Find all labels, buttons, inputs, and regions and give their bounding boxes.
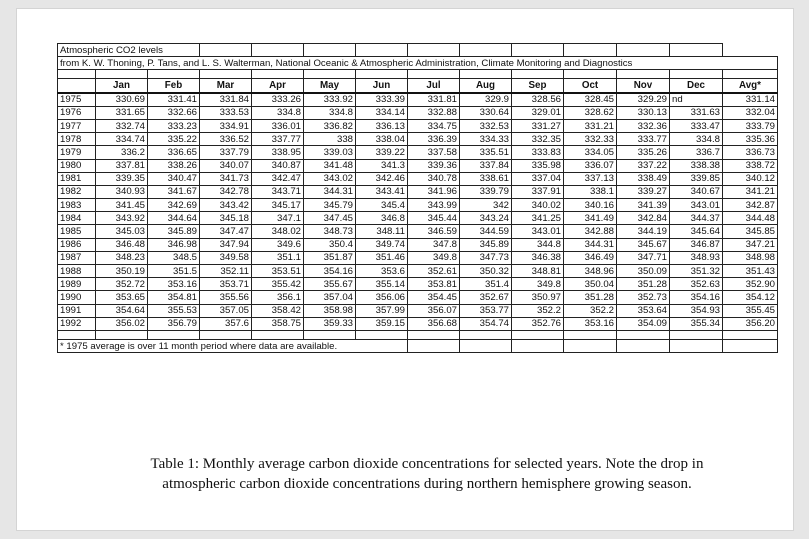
column-header: Feb [148, 79, 200, 93]
table-cell: 347.8 [408, 238, 460, 251]
table-cell: 345.03 [96, 225, 148, 238]
table-cell: 356.20 [723, 317, 778, 330]
table-cell: 342.87 [723, 199, 778, 212]
table-cell: 334.14 [356, 106, 408, 119]
table-row [58, 278, 778, 291]
table-cell: 340.02 [512, 199, 564, 212]
table-cell: 345.89 [460, 238, 512, 251]
table-cell: 342.78 [200, 185, 252, 198]
table-cell: 340.12 [723, 172, 778, 185]
table-cell: 356.68 [408, 317, 460, 330]
table-cell: 340.07 [200, 159, 252, 172]
row-year: 1985 [58, 225, 96, 238]
table-cell: 345.17 [252, 199, 304, 212]
row-year: 1980 [58, 159, 96, 172]
table-row [58, 172, 778, 185]
table-row [58, 106, 778, 119]
source-row [58, 57, 778, 70]
table-cell: 331.21 [564, 119, 617, 132]
table-cell: 334.05 [564, 146, 617, 159]
table-cell: 347.47 [200, 225, 252, 238]
table-cell: 348.81 [512, 265, 564, 278]
table-cell: 350.32 [460, 265, 512, 278]
table-cell: 339.27 [617, 185, 670, 198]
table-cell: 352.11 [200, 265, 252, 278]
table-cell: 337.04 [512, 172, 564, 185]
table-cell: 347.1 [252, 212, 304, 225]
table-row [58, 146, 778, 159]
table-cell: 341.25 [512, 212, 564, 225]
table-cell: 329.29 [617, 93, 670, 107]
table-cell: 338.38 [670, 159, 723, 172]
table-cell: 343.01 [512, 225, 564, 238]
table-cell: 345.64 [670, 225, 723, 238]
table-row [58, 199, 778, 212]
table-cell: 348.73 [304, 225, 356, 238]
column-header: Aug [460, 79, 512, 93]
table-cell: 333.47 [670, 119, 723, 132]
column-header: Mar [200, 79, 252, 93]
table-cell: 346.49 [564, 251, 617, 264]
row-year: 1975 [58, 93, 96, 107]
table-cell: 330.69 [96, 93, 148, 107]
table-cell: 338.72 [723, 159, 778, 172]
table-cell: 348.98 [723, 251, 778, 264]
table-cell: nd [670, 93, 723, 107]
table-row [58, 265, 778, 278]
table-cell: 352.2 [564, 304, 617, 317]
table-cell: 338.49 [617, 172, 670, 185]
table-cell: 348.96 [564, 265, 617, 278]
table-cell: 335.22 [148, 133, 200, 146]
row-year: 1988 [58, 265, 96, 278]
table-cell: 345.89 [148, 225, 200, 238]
table-cell: 341.73 [200, 172, 252, 185]
table-cell: 351.4 [460, 278, 512, 291]
column-header: Nov [617, 79, 670, 93]
row-year: 1982 [58, 185, 96, 198]
table-cell: 349.8 [408, 251, 460, 264]
table-row [58, 133, 778, 146]
table-cell: 331.27 [512, 119, 564, 132]
table-cell: 337.81 [96, 159, 148, 172]
spacer-row [58, 330, 778, 339]
table-cell: 336.7 [670, 146, 723, 159]
table-cell: 343.92 [96, 212, 148, 225]
table-cell: 344.31 [304, 185, 356, 198]
table-cell: 355.14 [356, 278, 408, 291]
table-row [58, 251, 778, 264]
table-cell: 351.28 [564, 291, 617, 304]
column-header: Dec [670, 79, 723, 93]
table-cell: 333.23 [148, 119, 200, 132]
row-year: 1976 [58, 106, 96, 119]
table-cell: 328.56 [512, 93, 564, 107]
table-cell: 340.16 [564, 199, 617, 212]
table-cell: 351.1 [252, 251, 304, 264]
table-cell: 350.19 [96, 265, 148, 278]
table-cell: 340.67 [670, 185, 723, 198]
table-cell: 355.67 [304, 278, 356, 291]
table-cell: 339.35 [96, 172, 148, 185]
row-year: 1990 [58, 291, 96, 304]
table-cell: 358.42 [252, 304, 304, 317]
table-cell: 334.75 [408, 119, 460, 132]
table-row [58, 159, 778, 172]
table-cell: 349.58 [200, 251, 252, 264]
table-cell: 354.81 [148, 291, 200, 304]
table-cell: 353.77 [460, 304, 512, 317]
table-cell: 332.53 [460, 119, 512, 132]
table-row [58, 212, 778, 225]
table-cell: 337.58 [408, 146, 460, 159]
table-cell: 352.2 [512, 304, 564, 317]
table-cell: 333.83 [512, 146, 564, 159]
table-cell: 332.33 [564, 133, 617, 146]
table-cell: 338.95 [252, 146, 304, 159]
table-cell: 353.6 [356, 265, 408, 278]
table-cell: 354.16 [304, 265, 356, 278]
table-cell: 333.92 [304, 93, 356, 107]
table-cell: 347.21 [723, 238, 778, 251]
column-header: Sep [512, 79, 564, 93]
column-header: Jul [408, 79, 460, 93]
table-cell: 346.8 [356, 212, 408, 225]
row-year: 1986 [58, 238, 96, 251]
table-cell: 346.98 [148, 238, 200, 251]
table-cell: 351.46 [356, 251, 408, 264]
table-cell: 353.16 [148, 278, 200, 291]
table-cell: 351.5 [148, 265, 200, 278]
table-cell: 334.8 [252, 106, 304, 119]
table-cell: 339.36 [408, 159, 460, 172]
table-cell: 334.91 [200, 119, 252, 132]
table-cell: 351.28 [617, 278, 670, 291]
table-cell: 344.48 [723, 212, 778, 225]
table-cell: 331.84 [200, 93, 252, 107]
table-cell: 336.52 [200, 133, 252, 146]
table-caption: Table 1: Monthly average carbon dioxide concentrations for selected years. Note the drop in atmospheric carbon dioxide concentrations during northern hemisphere growing season. [150, 456, 704, 492]
table-cell: 341.49 [564, 212, 617, 225]
row-year: 1983 [58, 199, 96, 212]
table-cell: 343.41 [356, 185, 408, 198]
table-cell: 347.45 [304, 212, 356, 225]
table-cell: 349.6 [252, 238, 304, 251]
table-cell: 357.04 [304, 291, 356, 304]
table-cell: 334.74 [96, 133, 148, 146]
table-cell: 336.65 [148, 146, 200, 159]
row-year: 1989 [58, 278, 96, 291]
table-cell: 356.07 [408, 304, 460, 317]
table-cell: 352.90 [723, 278, 778, 291]
table-cell: 340.87 [252, 159, 304, 172]
table-cell: 353.51 [252, 265, 304, 278]
table-cell: 353.64 [617, 304, 670, 317]
table-cell: 334.8 [670, 133, 723, 146]
table-cell: 332.35 [512, 133, 564, 146]
table-cell: 329.9 [460, 93, 512, 107]
table-cell: 342.47 [252, 172, 304, 185]
table-cell: 352.73 [617, 291, 670, 304]
table-cell: 352.72 [96, 278, 148, 291]
table-cell: 355.53 [148, 304, 200, 317]
table-cell: 343.42 [200, 199, 252, 212]
table-cell: 353.71 [200, 278, 252, 291]
table-cell: 349.8 [512, 278, 564, 291]
table-cell: 355.45 [723, 304, 778, 317]
table-row [58, 185, 778, 198]
table-cell: 352.76 [512, 317, 564, 330]
row-year: 1984 [58, 212, 96, 225]
table-cell: 333.79 [723, 119, 778, 132]
table-cell: 339.79 [460, 185, 512, 198]
table-cell: 331.81 [408, 93, 460, 107]
table-cell: 343.71 [252, 185, 304, 198]
row-year: 1978 [58, 133, 96, 146]
table-cell: 343.24 [460, 212, 512, 225]
table-cell: 333.39 [356, 93, 408, 107]
table-cell: 359.33 [304, 317, 356, 330]
table-cell: 345.44 [408, 212, 460, 225]
table-cell: 333.53 [200, 106, 252, 119]
table-cell: 353.81 [408, 278, 460, 291]
title-row [58, 44, 778, 57]
table-cell: 334.8 [304, 106, 356, 119]
column-header: Oct [564, 79, 617, 93]
table-cell: 331.41 [148, 93, 200, 107]
table-cell: 352.63 [670, 278, 723, 291]
table-cell: 342.46 [356, 172, 408, 185]
table-cell: 342.84 [617, 212, 670, 225]
table-cell: 350.04 [564, 278, 617, 291]
table-cell: 357.05 [200, 304, 252, 317]
table-cell: 331.14 [723, 93, 778, 107]
table-cell: 345.85 [723, 225, 778, 238]
table-cell: 354.93 [670, 304, 723, 317]
table-cell: 344.31 [564, 238, 617, 251]
table-cell: 341.67 [148, 185, 200, 198]
table-cell: 352.67 [460, 291, 512, 304]
table-cell: 330.64 [460, 106, 512, 119]
table-cell: 354.16 [670, 291, 723, 304]
table-cell: 335.26 [617, 146, 670, 159]
header-row [58, 79, 778, 93]
table-cell: 348.23 [96, 251, 148, 264]
table-cell: 346.38 [512, 251, 564, 264]
table-cell: 330.13 [617, 106, 670, 119]
table-cell: 339.03 [304, 146, 356, 159]
table-cell: 359.15 [356, 317, 408, 330]
table-title: Atmospheric CO2 levels [58, 44, 200, 57]
table-cell: 337.79 [200, 146, 252, 159]
table-cell: 342.69 [148, 199, 200, 212]
table-cell: 341.3 [356, 159, 408, 172]
table-cell: 345.4 [356, 199, 408, 212]
table-cell: 350.4 [304, 238, 356, 251]
column-header: Jan [96, 79, 148, 93]
table-cell: 356.79 [148, 317, 200, 330]
table-cell: 338.26 [148, 159, 200, 172]
table-cell: 356.1 [252, 291, 304, 304]
document-page [16, 8, 794, 531]
table-cell: 336.82 [304, 119, 356, 132]
table-cell: 344.64 [148, 212, 200, 225]
table-cell: 347.73 [460, 251, 512, 264]
row-year: 1992 [58, 317, 96, 330]
table-cell: 331.65 [96, 106, 148, 119]
table-cell: 341.21 [723, 185, 778, 198]
table-cell: 348.5 [148, 251, 200, 264]
table-cell: 346.59 [408, 225, 460, 238]
table-cell: 335.98 [512, 159, 564, 172]
table-cell: 348.11 [356, 225, 408, 238]
table-cell: 343.02 [304, 172, 356, 185]
table-cell: 332.88 [408, 106, 460, 119]
table-cell: 344.8 [512, 238, 564, 251]
table-cell: 356.02 [96, 317, 148, 330]
table-cell: 351.87 [304, 251, 356, 264]
table-row [58, 304, 778, 317]
table-cell: 337.22 [617, 159, 670, 172]
column-header: Apr [252, 79, 304, 93]
table-cell: 343.01 [670, 199, 723, 212]
table-cell: 331.63 [670, 106, 723, 119]
table-cell: 340.93 [96, 185, 148, 198]
table-cell: 355.34 [670, 317, 723, 330]
table-cell: 332.74 [96, 119, 148, 132]
table-cell: 337.77 [252, 133, 304, 146]
table-row [58, 119, 778, 132]
table-cell: 347.71 [617, 251, 670, 264]
table-cell: 334.33 [460, 133, 512, 146]
table-cell: 339.22 [356, 146, 408, 159]
spacer-row [58, 70, 778, 79]
table-cell: 346.48 [96, 238, 148, 251]
table-footnote: * 1975 average is over 11 month period where data are available. [58, 339, 408, 352]
table-cell: 347.94 [200, 238, 252, 251]
table-cell: 338.61 [460, 172, 512, 185]
table-row [58, 291, 778, 304]
table-row [58, 225, 778, 238]
table-cell: 355.42 [252, 278, 304, 291]
table-cell: 348.93 [670, 251, 723, 264]
row-year: 1991 [58, 304, 96, 317]
table-cell: 341.39 [617, 199, 670, 212]
table-cell: 337.91 [512, 185, 564, 198]
table-cell: 357.6 [200, 317, 252, 330]
table-cell: 336.73 [723, 146, 778, 159]
table-cell: 358.98 [304, 304, 356, 317]
table-cell: 333.26 [252, 93, 304, 107]
table-cell: 344.37 [670, 212, 723, 225]
table-cell: 354.45 [408, 291, 460, 304]
header-corner [58, 79, 96, 93]
table-cell: 328.62 [564, 106, 617, 119]
table-cell: 337.84 [460, 159, 512, 172]
table-cell: 349.74 [356, 238, 408, 251]
table-cell: 336.39 [408, 133, 460, 146]
table-cell: 332.66 [148, 106, 200, 119]
column-header: May [304, 79, 356, 93]
table-cell: 335.36 [723, 133, 778, 146]
table-cell: 336.2 [96, 146, 148, 159]
column-header: Jun [356, 79, 408, 93]
table-cell: 341.96 [408, 185, 460, 198]
table-cell: 356.06 [356, 291, 408, 304]
table-cell: 340.47 [148, 172, 200, 185]
table-cell: 353.16 [564, 317, 617, 330]
row-year: 1977 [58, 119, 96, 132]
table-cell: 341.48 [304, 159, 356, 172]
table-cell: 336.01 [252, 119, 304, 132]
table-cell: 340.78 [408, 172, 460, 185]
table-cell: 354.74 [460, 317, 512, 330]
table-source: from K. W. Thoning, P. Tans, and L. S. Walterman, National Oceanic & Atmospheric Administration, Climate Monitoring and Diagnostics [58, 57, 778, 70]
row-year: 1979 [58, 146, 96, 159]
table-cell: 351.43 [723, 265, 778, 278]
table-cell: 344.59 [460, 225, 512, 238]
table-cell: 342 [460, 199, 512, 212]
table-cell: 354.64 [96, 304, 148, 317]
table-row [58, 238, 778, 251]
table-cell: 338 [304, 133, 356, 146]
table-row [58, 93, 778, 107]
table-cell: 337.13 [564, 172, 617, 185]
table-row [58, 317, 778, 330]
table-cell: 350.09 [617, 265, 670, 278]
table-cell: 346.87 [670, 238, 723, 251]
table-cell: 329.01 [512, 106, 564, 119]
table-cell: 352.61 [408, 265, 460, 278]
table-cell: 345.67 [617, 238, 670, 251]
table-cell: 351.32 [670, 265, 723, 278]
table-cell: 343.99 [408, 199, 460, 212]
table-cell: 348.02 [252, 225, 304, 238]
table-cell: 354.12 [723, 291, 778, 304]
column-header: Avg* [723, 79, 778, 93]
table-cell: 357.99 [356, 304, 408, 317]
table-cell: 350.97 [512, 291, 564, 304]
row-year: 1987 [58, 251, 96, 264]
table-cell: 358.75 [252, 317, 304, 330]
table-cell: 339.85 [670, 172, 723, 185]
table-cell: 345.18 [200, 212, 252, 225]
co2-data-table [57, 43, 778, 353]
table-cell: 328.45 [564, 93, 617, 107]
table-cell: 345.79 [304, 199, 356, 212]
table-cell: 353.65 [96, 291, 148, 304]
table-cell: 336.07 [564, 159, 617, 172]
table-cell: 336.13 [356, 119, 408, 132]
table-cell: 338.04 [356, 133, 408, 146]
table-cell: 341.45 [96, 199, 148, 212]
table-cell: 355.56 [200, 291, 252, 304]
table-cell: 335.51 [460, 146, 512, 159]
table-cell: 332.04 [723, 106, 778, 119]
row-year: 1981 [58, 172, 96, 185]
table-cell: 332.36 [617, 119, 670, 132]
table-cell: 333.77 [617, 133, 670, 146]
footnote-row [58, 339, 778, 352]
table-cell: 338.1 [564, 185, 617, 198]
table-cell: 344.19 [617, 225, 670, 238]
table-cell: 354.09 [617, 317, 670, 330]
table-cell: 342.88 [564, 225, 617, 238]
